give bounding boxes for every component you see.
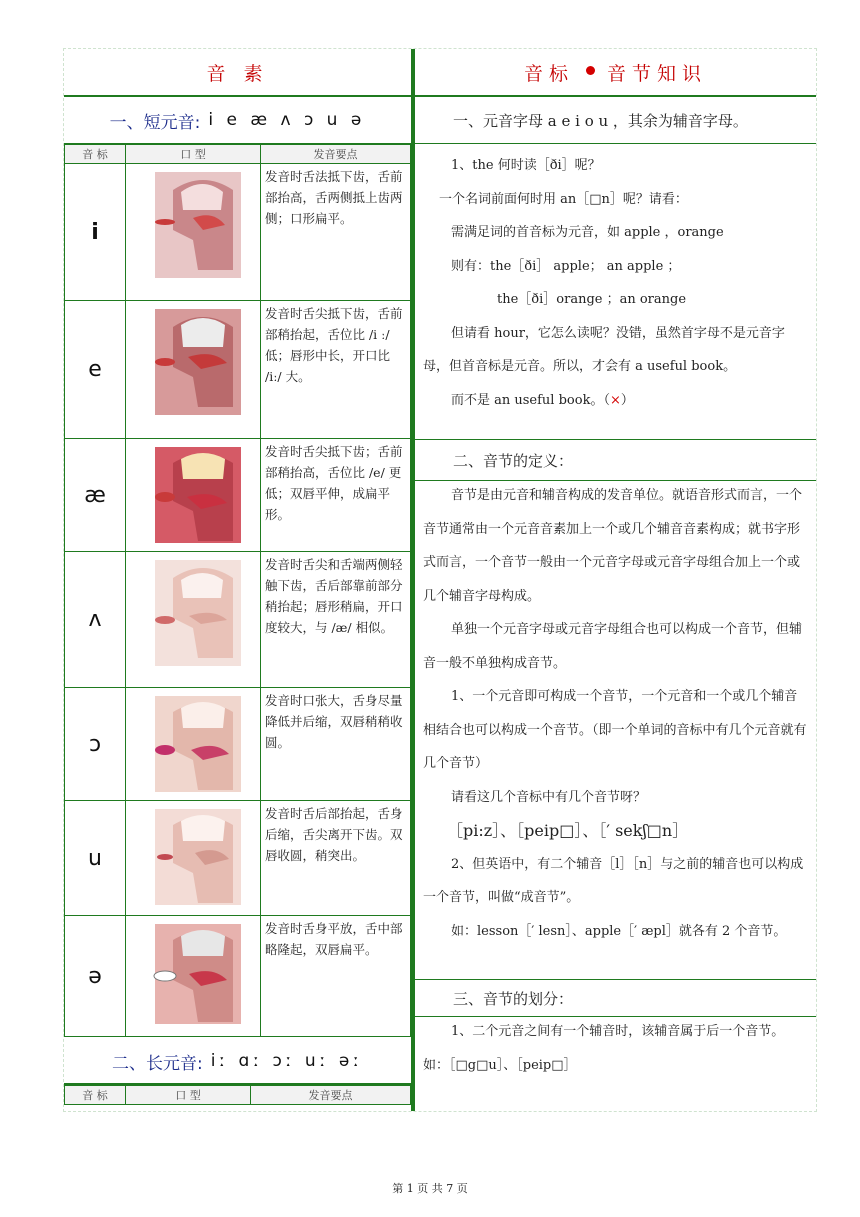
long-vowel-title [64,1039,411,1085]
mouth-shape-cell [126,801,261,916]
s2-line: 1、一个元音即可构成一个音节，一个元音和一个或几个辅音相结合也可以构成一个音节。（即一个单词的音标中有几个元音就有几个音节） [423,689,807,771]
right-header-a: 音标 [523,62,574,85]
s2-line: 2、但英语中，有二个辅音［l］［n］与之前的辅音也可以构成一个音节，叫做“成音节”。 [423,856,804,905]
s1-line: the［ði］orange ；an orange [497,292,687,307]
left-header-title: 音 素 [206,62,269,85]
mouth-diagram-icon [143,445,243,545]
mouth-shape-cell [126,301,261,439]
s1-line: 需满足词的首音标为元音，如 apple ，orange [451,225,724,240]
long-vowel-symbols: iː ɑː ɔː uː əː [210,1051,364,1071]
s2-line: 单独一个元音字母或元音字母组合也可以构成一个音节，但辅音一般不单独构成音节。 [423,622,803,671]
section-2-title: 二、音节的定义： [453,451,574,470]
long-vowel-table-header [64,1085,411,1105]
phoneme-symbol: e [65,301,126,439]
mouth-diagram-icon [143,694,243,794]
mouth-shape-cell [126,439,261,552]
s2-line: 请看这几个音标中有几个音节呀？ [451,789,647,805]
mouth-diagram-icon [143,170,243,280]
right-header-b: 音节知识 [607,62,708,85]
section-1-header [415,97,816,144]
s2-line: 音节是由元音和辅音构成的发音单位。就语音形式而言，一个音节通常由一个元音音素加上一个或几个辅音音素构成；就书字形式而言，一个音节一般由一个元音字母或元音字母组合加上一个或几个辅音字母构成。 [423,488,803,604]
section-1-body [415,149,816,417]
page-footer: 第 1 页 共 7 页 [392,1182,468,1195]
mouth-shape-cell [126,164,261,301]
s2-line: 如：lesson［′ lesn］、apple［′ æpl］就各有 2 个音节。 [451,923,787,939]
right-header [415,49,816,97]
pronunciation-text: 发音时舌身平放，舌中部略隆起，双唇扁平。 [261,916,411,1037]
col-header-mouth: 口 型 [126,145,261,164]
mouth-shape-cell [126,552,261,688]
table-row [65,439,411,552]
pronunciation-text: 发音时舌尖抵下齿；舌前部稍抬高，舌位比 /e/ 更低；双唇平伸，成扁平形。 [261,439,411,552]
col-header-symbol: 音 标 [65,1086,126,1105]
phoneme-symbol: ə [65,916,126,1037]
mouth-diagram-icon [143,807,243,907]
col-header-points: 发音要点 [261,145,411,164]
short-vowel-title [64,97,411,145]
pronunciation-text: 发音时舌尖抵下齿，舌前部稍抬起，舌位比 /i ː/ 低；唇形中长，开口比 /iː/ 大。 [261,301,411,439]
pronunciation-text: 发音时舌尖和舌端两侧轻触下齿，舌后部靠前部分稍抬起；唇形稍扁，开口度较大，与 /æ/ 相似。 [261,552,411,688]
s1-line: 但请看 hour，它怎么读呢？没错，虽然首字母不是元音字母，但首音标是元音。所以，才会有 a useful book。 [423,325,785,374]
col-header-symbol: 音 标 [65,145,126,164]
section-2-body [415,479,816,948]
short-vowel-table [64,144,411,1037]
table-row [65,552,411,688]
left-column [64,49,411,1111]
phoneme-symbol: æ [65,439,126,552]
long-vowel-label: 二、长元音: [111,1053,203,1074]
pronunciation-text: 发音时口张大，舌身尽量降低并后缩，双唇稍稍收圆。 [261,688,411,801]
short-vowel-label: 一、短元音: [109,112,201,133]
s1-line: 则有：the［ði］ apple； an apple ； [451,258,681,274]
phoneme-symbol: u [65,801,126,916]
pronunciation-text: 发音时舌后部抬起，舌身后缩，舌尖离开下齿。双唇收圆，稍突出。 [261,801,411,916]
short-vowel-symbols: i e æ ʌ ɔ u ə [208,110,366,130]
table-row [65,916,411,1037]
phoneme-symbol: ɔ [65,688,126,801]
s1-line: 1、the 何时读［ði］呢？ [451,158,601,173]
bullet-dot-icon [586,66,595,75]
mouth-shape-cell [126,916,261,1037]
col-header-points: 发音要点 [251,1086,411,1105]
page [63,48,817,1112]
left-header [64,49,411,97]
mouth-diagram-icon [143,922,243,1027]
pronunciation-text: 发音时舌法抵下齿，舌前部抬高，舌两侧抵上齿两侧；口形扁平。 [261,164,411,301]
section-1-title: 一、元音字母 a e i o u ，其余为辅音字母。 [453,111,748,130]
col-header-mouth: 口 型 [126,1086,251,1105]
table-row [65,164,411,301]
section-2-header [415,439,816,481]
phoneme-symbol: ʌ [65,552,126,688]
s1-line-text: 而不是 an useful book。（ [451,392,610,408]
s2-phonetics-line: ［pi:z］、［peip□］、［′ sekʃ□n］ [447,821,689,840]
s1-line-close: ） [620,392,634,408]
table-row [65,801,411,916]
section-3-title: 三、音节的划分： [453,989,574,1008]
phoneme-symbol: i [65,164,126,301]
s3-line: 1、二个元音之间有一个辅音时，该辅音属于后一个音节。如：［□g□u］、［peip□］ [423,1024,785,1073]
table-header-row [65,1086,411,1105]
table-header-row [65,145,411,164]
right-column [415,49,816,1111]
mouth-shape-cell [126,688,261,801]
table-row [65,688,411,801]
s1-line: 一个名词前面何时用 an［□n］呢？请看： [439,191,688,207]
section-3-body [415,1015,816,1082]
mouth-diagram-icon [143,558,243,668]
s1-line-last [415,384,816,418]
section-3-header [415,979,816,1017]
mouth-diagram-icon [143,307,243,417]
table-row [65,301,411,439]
wrong-cross-icon: × [609,392,621,408]
